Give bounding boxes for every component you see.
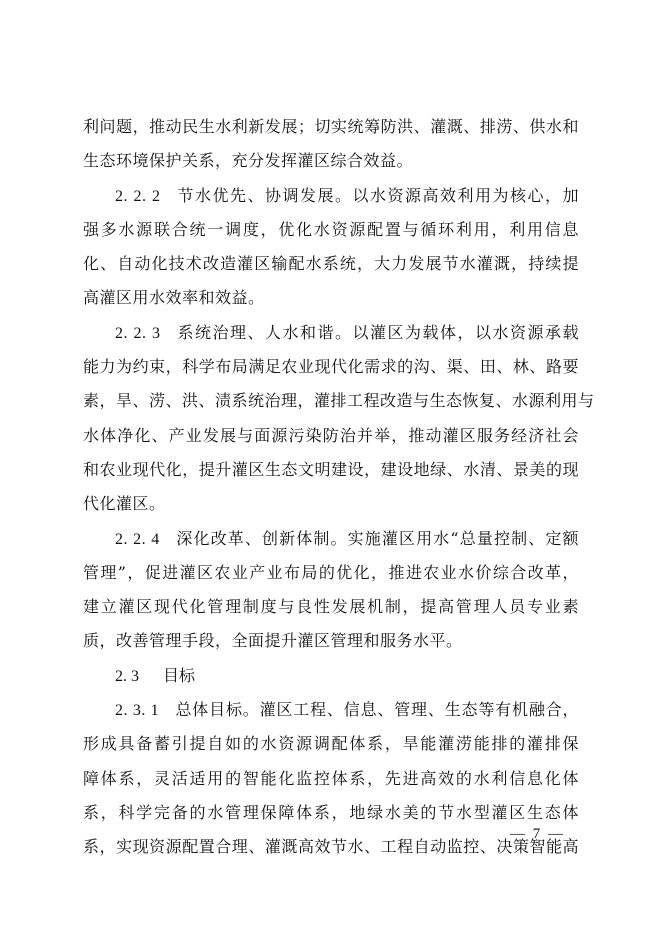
paragraph-line: 和农业现代化，提升灌区生态文明建设，建设地绿、水清、景美的现	[83, 459, 579, 479]
paragraph-line: 建立灌区现代化管理制度与良性发展机制，提高管理人员专业素	[83, 597, 579, 617]
paragraph-line: 管理”，促进灌区农业产业布局的优化，推进农业水价综合改革，	[83, 562, 579, 582]
paragraph-text: 系统治理、人水和谐。以灌区为载体，以水资源承载	[176, 322, 579, 342]
section-2-2-2-first-line	[83, 179, 579, 213]
paragraph-line: 水体净化、产业发展与面源污染防治并举，推动灌区服务经济社会	[83, 425, 579, 445]
section-number: 2. 3. 1	[115, 702, 160, 720]
section-2-2-3-first-line	[83, 316, 579, 350]
paragraph-text: 深化改革、创新体制。实施灌区用水“总量控制、定额	[175, 528, 580, 548]
paragraph-text: 节水优先、协调发展。以水资源高效利用为核心，加	[176, 185, 579, 205]
section-2-3-heading	[83, 659, 579, 693]
paragraph-line: 质，改善管理手段，全面提升灌区管理和服务水平。	[83, 631, 463, 651]
paragraph-line: 系，实现资源配置合理、灌溉高效节水、工程自动监控、决策智能高	[83, 837, 579, 857]
paragraph-line: 系，科学完备的水管理保障体系，地绿水美的节水型灌区生态体	[83, 802, 579, 822]
section-number: 2. 2. 2	[115, 187, 161, 205]
page-number: — 7 —	[510, 826, 565, 842]
paragraph-line: 障体系，灵活适用的智能化监控体系，先进高效的水利信息化体	[83, 768, 579, 788]
document-body	[83, 110, 595, 865]
section-2-2-4-first-line	[83, 522, 579, 556]
paragraph-line: 能力为约束，科学布局满足农业现代化需求的沟、渠、田、林、路要	[83, 357, 579, 377]
paragraph-line: 生态环境保护关系，充分发挥灌区综合效益。	[83, 151, 414, 171]
section-title: 目标	[163, 665, 196, 685]
paragraph-line: 代化灌区。	[83, 494, 166, 514]
section-number: 2. 3	[115, 667, 139, 685]
paragraph-line: 形成具备蓄引提自如的水资源调配体系，旱能灌涝能排的灌排保	[83, 734, 579, 754]
section-2-3-1-first-line	[83, 693, 579, 727]
paragraph-line: 化、自动化技术改造灌区输配水系统，大力发展节水灌溉，持续提	[83, 254, 579, 274]
paragraph-line: 高灌区用水效率和效益。	[83, 288, 265, 308]
section-number: 2. 2. 4	[115, 530, 160, 548]
paragraph-line: 利问题，推动民生水利新发展；切实统筹防洪、灌溉、排涝、供水和	[83, 117, 579, 136]
paragraph-line: 素，旱、涝、洪、渍系统治理，灌排工程改造与生态恢复、水源利用与	[83, 391, 595, 411]
paragraph-text: 总体目标。灌区工程、信息、管理、生态等有机融合，	[175, 700, 579, 720]
section-number: 2. 2. 3	[115, 324, 161, 342]
paragraph-line: 强多水源联合统一调度，优化水资源配置与循环利用，利用信息	[83, 219, 579, 239]
